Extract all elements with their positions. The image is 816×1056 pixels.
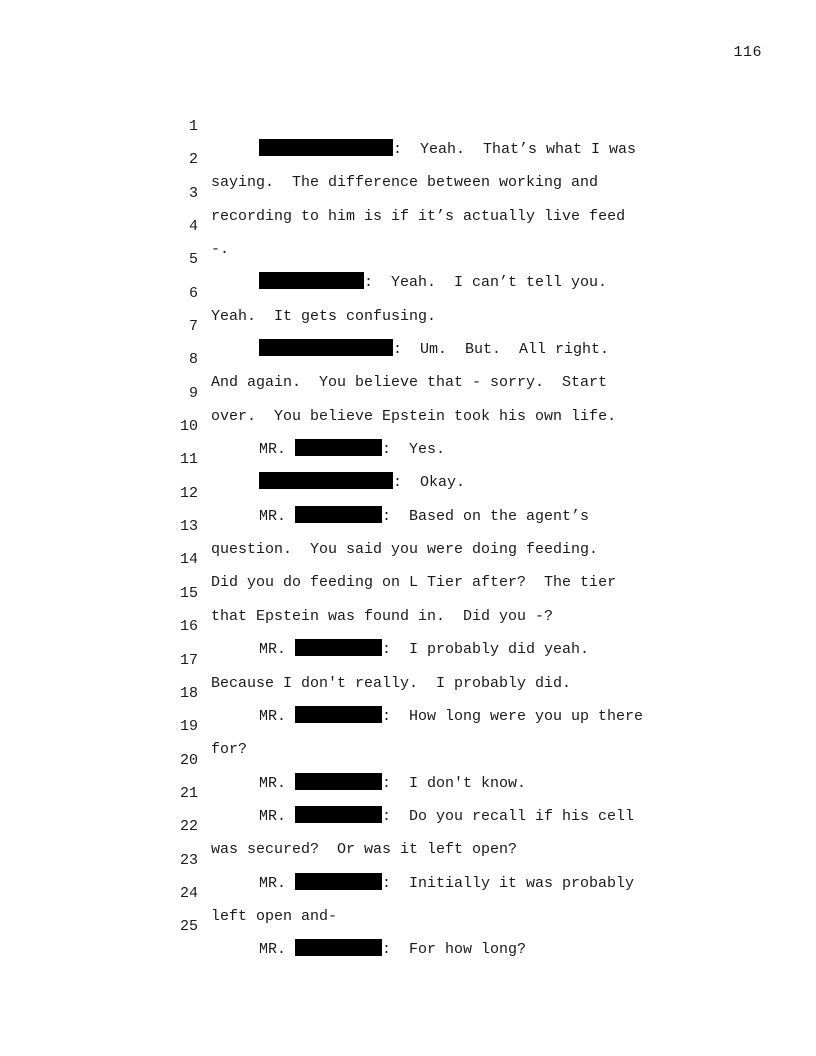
line-text: : Yes. <box>382 441 446 459</box>
line-number: 8 <box>188 351 198 369</box>
line-number: 16 <box>179 618 198 636</box>
line-text: : Do you recall if his cell <box>382 807 635 825</box>
line-text: question. You said you were doing feeding. <box>211 541 599 559</box>
line-text: : Yeah. That’s what I was <box>393 141 637 158</box>
line-number: 22 <box>179 818 198 836</box>
line-text: Did you do feeding on L Tier after? The tier <box>211 574 617 592</box>
line-number: 18 <box>179 684 198 702</box>
line-text: : Yeah. I can’t tell you. <box>364 274 608 292</box>
line-text: : For how long? <box>382 941 527 959</box>
line-number: 4 <box>188 218 198 236</box>
line-text: : How long were you up there <box>382 707 644 725</box>
transcript-line-6 <box>0 259 816 325</box>
page-number: 116 <box>733 44 762 61</box>
line-text: And again. You believe that - sorry. Start <box>211 374 608 392</box>
transcript-line-1 <box>0 92 816 158</box>
transcript-line-21 <box>0 759 816 825</box>
transcript-line-2 <box>0 125 816 192</box>
transcript-line-19 <box>0 692 816 759</box>
transcript-line-15 <box>0 559 816 625</box>
transcript-line-7 <box>0 292 816 359</box>
line-number: 21 <box>179 784 198 802</box>
line-text: -. <box>211 241 230 259</box>
speaker-prefix: MR. <box>259 774 287 792</box>
transcript-line-16 <box>0 592 816 659</box>
line-text: saying. The difference between working and <box>211 174 599 192</box>
transcript-line-14 <box>0 525 816 592</box>
line-content <box>211 938 526 961</box>
line-text: recording to him is if it’s actually live feed <box>211 207 626 225</box>
transcript-line-5 <box>0 225 816 292</box>
line-text: for? <box>211 741 248 759</box>
line-number: 25 <box>179 918 198 936</box>
transcript-line-20 <box>0 726 816 792</box>
line-number: 14 <box>179 551 198 569</box>
line-text: : Initially it was probably <box>382 874 635 892</box>
line-number: 24 <box>179 884 198 902</box>
transcript-line-10 <box>0 392 816 459</box>
line-text: : Um. But. All right. <box>393 341 610 359</box>
transcript-line-22 <box>0 792 816 859</box>
line-text: over. You believe Epstein took his own life. <box>211 407 617 425</box>
transcript-line-24 <box>0 859 816 925</box>
line-number: 23 <box>179 851 198 869</box>
line-number: 11 <box>179 451 198 469</box>
line-number: 13 <box>179 518 198 536</box>
speaker-prefix: MR. <box>259 707 287 725</box>
speaker-prefix: MR. <box>259 507 287 525</box>
transcript-line-18 <box>0 659 816 725</box>
speaker-prefix: MR. <box>259 941 287 959</box>
line-text: Yeah. It gets confusing. <box>211 307 437 325</box>
transcript-line-13 <box>0 492 816 559</box>
transcript-line-3 <box>0 159 816 225</box>
line-number: 15 <box>179 584 198 602</box>
transcript <box>0 92 816 959</box>
line-text: was secured? Or was it left open? <box>211 841 518 859</box>
redacted-speaker-name <box>295 939 382 956</box>
line-text: that Epstein was found in. Did you -? <box>211 607 554 625</box>
transcript-line-9 <box>0 359 816 425</box>
speaker-prefix: MR. <box>259 441 287 459</box>
line-number: 2 <box>188 151 198 169</box>
line-number: 5 <box>188 251 198 269</box>
speaker-prefix: MR. <box>259 874 287 892</box>
line-number: 19 <box>179 718 198 736</box>
line-number: 1 <box>188 118 198 135</box>
line-text: : Okay. <box>393 474 466 492</box>
transcript-line-11 <box>0 425 816 492</box>
line-text: left open and- <box>211 907 338 925</box>
line-text: : I probably did yeah. <box>382 641 590 659</box>
line-number: 12 <box>179 484 198 502</box>
line-number: 3 <box>188 184 198 202</box>
line-number: 10 <box>179 418 198 436</box>
line-number: 17 <box>179 651 198 669</box>
speaker-prefix: MR. <box>259 807 287 825</box>
line-text: : Based on the agent’s <box>382 507 590 525</box>
transcript-line-17 <box>0 626 816 692</box>
transcript-line-4 <box>0 192 816 259</box>
line-number: 20 <box>179 751 198 769</box>
transcript-line-12 <box>0 459 816 525</box>
transcript-line-8 <box>0 325 816 392</box>
speaker-prefix: MR. <box>259 641 287 659</box>
line-text: Because I don't really. I probably did. <box>211 674 572 692</box>
line-number: 9 <box>188 384 198 402</box>
line-text: : I don't know. <box>382 774 527 792</box>
line-number: 6 <box>188 284 198 302</box>
transcript-line-23 <box>0 826 816 892</box>
transcript-line-25 <box>0 892 816 959</box>
line-number: 7 <box>188 318 198 336</box>
